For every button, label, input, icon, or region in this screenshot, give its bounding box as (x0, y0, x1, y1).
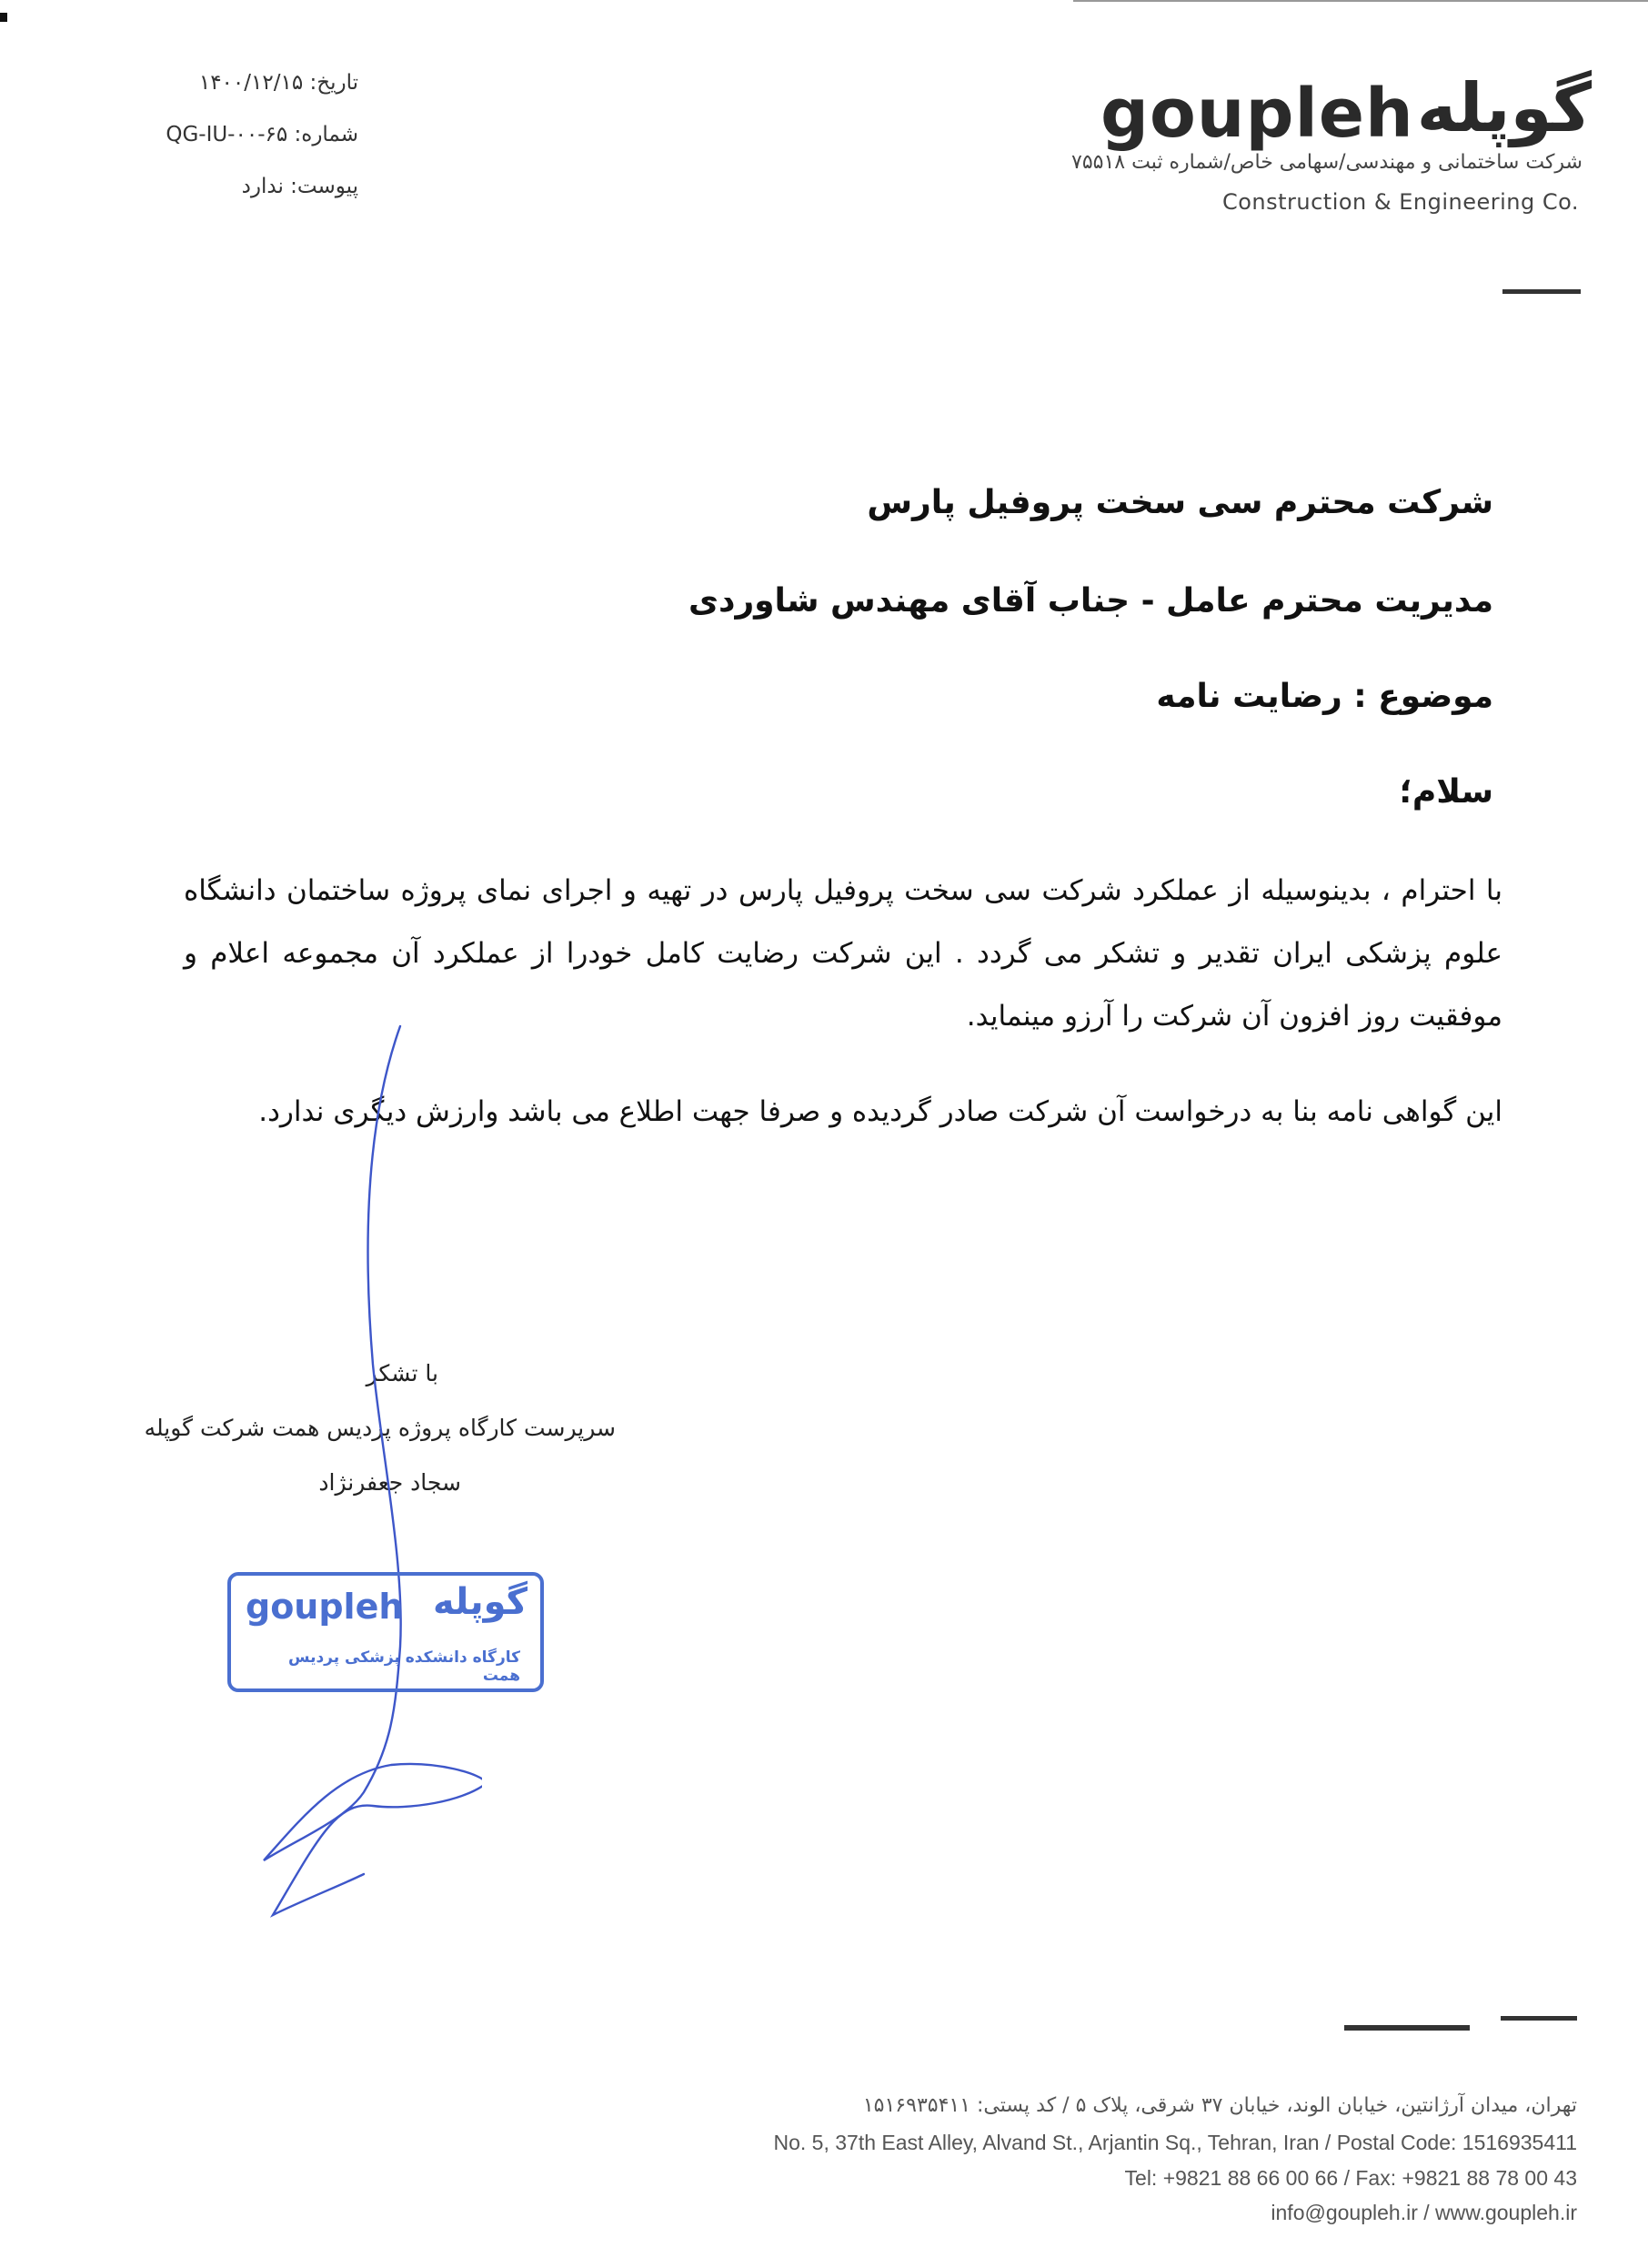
letter-number: شماره: QG-IU-۰۰-۶۵ (166, 123, 358, 146)
logo-latin-text: goupleh (1100, 75, 1414, 153)
signature-title: سرپرست کارگاه پروژه پردیس همت شرکت گوپله (144, 1415, 616, 1441)
company-logo (1100, 69, 1592, 156)
footer-tel-fax: Tel: +9821 88 66 00 66 / Fax: +9821 88 78 00 43 (1124, 2166, 1577, 2190)
recipient-manager: مدیریت محترم عامل - جناب آقای مهندس شاوردی (688, 582, 1493, 620)
company-description-en: Construction & Engineering Co. (1221, 189, 1579, 215)
scan-top-rule (1073, 0, 1648, 2)
handwritten-signature (246, 1019, 482, 1974)
footer-address-en: No. 5, 37th East Alley, Alvand St., Arjantin Sq., Tehran, Iran / Postal Code: 1516935411 (773, 2131, 1577, 2154)
letter-subject: موضوع : رضایت نامه (1156, 678, 1493, 715)
stamp-latin-text: goupleh (246, 1587, 404, 1627)
footer-divider-long (1344, 2025, 1470, 2031)
scan-edge-mark (0, 13, 7, 22)
signature-closing: با تشکر (366, 1360, 438, 1386)
stamp-persian-text: گوپله (433, 1581, 528, 1623)
letter-paragraph-2: این گواهی نامه بنا به درخواست آن شرکت صادر گردیده و صرفا جهت اطلاع می باشد وارزش دیگری ندارد. (258, 1095, 1502, 1128)
company-description-fa: شرکت ساختمانی و مهندسی/سهامی خاص/شماره ثبت ۷۵۵۱۸ (1071, 151, 1583, 174)
letter-greeting: سلام؛ (1399, 773, 1493, 811)
signature-name: سجاد جعفرنژاد (318, 1469, 461, 1496)
letter-attachment: پیوست: ندارد (241, 175, 358, 198)
footer-address-fa: تهران، میدان آرژانتین، خیابان الوند، خیابان ۳۷ شرقی، پلاک ۵ / کد پستی: ۱۵۱۶۹۳۵۴۱۱ (862, 2094, 1577, 2117)
header-divider (1502, 289, 1581, 294)
footer-divider-short (1501, 2016, 1577, 2021)
letter-paragraph-1: با احترام ، بدینوسیله از عملکرد شرکت سی سخت پروفیل پارس در تهیه و اجرای نمای پروژه ساختمان دانشگاه علوم پزشکی ایران تقدیر و تشکر می گردد . این شرکت رضایت کامل خودرا از عملکرد آن مجموعه اعلام و موفقیت روز افزون آن شرکت را آرزو مینماید. (184, 874, 1502, 1033)
company-stamp (227, 1572, 544, 1692)
recipient-company: شرکت محترم سی سخت پروفیل پارس (867, 484, 1493, 521)
footer-web: info@goupleh.ir / www.goupleh.ir (1271, 2201, 1577, 2224)
letter-date: تاریخ: ۱۴۰۰/۱۲/۱۵ (198, 71, 358, 95)
logo-persian-text: گوپله (1416, 69, 1592, 147)
stamp-caption: کارگاه دانشکده پزشکی پردیس همت (288, 1648, 520, 1685)
